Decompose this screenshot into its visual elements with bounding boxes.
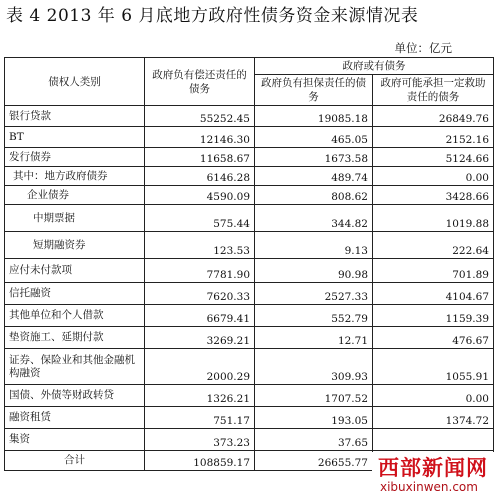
table-row bbox=[5, 429, 494, 451]
cell-guarantee: 465.05 bbox=[255, 127, 373, 148]
cell-rescue: 701.89 bbox=[373, 259, 494, 283]
cell-repay: 2000.29 bbox=[145, 349, 255, 385]
header-guarantee: 政府负有担保责任的债务 bbox=[255, 75, 373, 106]
cell-repay: 373.23 bbox=[145, 429, 255, 451]
cell-guarantee: 1707.52 bbox=[255, 385, 373, 407]
cell-repay: 7781.90 bbox=[145, 259, 255, 283]
cell-repay: 123.53 bbox=[145, 232, 255, 259]
cell-guarantee: 344.82 bbox=[255, 205, 373, 232]
cell-rescue: 1374.72 bbox=[373, 407, 494, 429]
watermark-url: xibuxinwen.com bbox=[380, 480, 478, 494]
cell-repay: 11658.67 bbox=[145, 148, 255, 167]
table-row bbox=[5, 106, 494, 127]
cell-guarantee: 2527.33 bbox=[255, 283, 373, 305]
watermark-logo-text: 西部新闻网 bbox=[378, 456, 488, 480]
row-label: 发行债券 bbox=[5, 148, 145, 167]
cell-repay: 1326.21 bbox=[145, 385, 255, 407]
cell-guarantee: 26655.77 bbox=[255, 451, 373, 471]
cell-rescue: 1055.91 bbox=[373, 349, 494, 385]
cell-rescue: 222.64 bbox=[373, 232, 494, 259]
cell-repay: 12146.30 bbox=[145, 127, 255, 148]
cell-guarantee: 489.74 bbox=[255, 167, 373, 186]
cell-rescue: 3428.66 bbox=[373, 186, 494, 205]
row-label: BT bbox=[5, 127, 145, 148]
row-label: 融资租赁 bbox=[5, 407, 145, 429]
cell-repay: 108859.17 bbox=[145, 451, 255, 471]
table-row bbox=[5, 283, 494, 305]
cell-rescue: 4104.67 bbox=[373, 283, 494, 305]
debt-source-table bbox=[4, 57, 494, 471]
row-label: 集资 bbox=[5, 429, 145, 451]
cell-repay: 575.44 bbox=[145, 205, 255, 232]
row-label: 垫资施工、延期付款 bbox=[5, 327, 145, 349]
cell-rescue: 26849.76 bbox=[373, 106, 494, 127]
row-label: 银行贷款 bbox=[5, 106, 145, 127]
cell-guarantee: 808.62 bbox=[255, 186, 373, 205]
table-row bbox=[5, 186, 494, 205]
row-label: 应付未付款项 bbox=[5, 259, 145, 283]
cell-rescue: 5124.66 bbox=[373, 148, 494, 167]
table-row bbox=[5, 205, 494, 232]
row-label: 企业债券 bbox=[5, 186, 145, 205]
header-rescue: 政府可能承担一定救助责任的债务 bbox=[373, 75, 494, 106]
cell-guarantee: 552.79 bbox=[255, 305, 373, 327]
row-label: 其他单位和个人借款 bbox=[5, 305, 145, 327]
cell-repay: 751.17 bbox=[145, 407, 255, 429]
cell-repay: 3269.21 bbox=[145, 327, 255, 349]
table-row bbox=[5, 167, 494, 186]
table-row bbox=[5, 259, 494, 283]
cell-guarantee: 19085.18 bbox=[255, 106, 373, 127]
cell-guarantee: 12.71 bbox=[255, 327, 373, 349]
header-contingent: 政府或有债务 bbox=[255, 58, 494, 75]
table-row bbox=[5, 407, 494, 429]
row-label: 短期融资券 bbox=[5, 232, 145, 259]
cell-repay: 4590.09 bbox=[145, 186, 255, 205]
row-label: 信托融资 bbox=[5, 283, 145, 305]
header-creditor: 债权人类别 bbox=[5, 58, 145, 106]
row-label: 国债、外债等财政转贷 bbox=[5, 385, 145, 407]
header-repay: 政府负有偿还责任的债务 bbox=[145, 58, 255, 106]
table-row bbox=[5, 127, 494, 148]
row-label: 其中：地方政府债券 bbox=[5, 167, 145, 186]
cell-repay: 6679.41 bbox=[145, 305, 255, 327]
cell-repay: 6146.28 bbox=[145, 167, 255, 186]
table-row bbox=[5, 305, 494, 327]
cell-rescue: 1019.88 bbox=[373, 205, 494, 232]
row-label: 中期票据 bbox=[5, 205, 145, 232]
cell-rescue: 0.00 bbox=[373, 167, 494, 186]
cell-guarantee: 1673.58 bbox=[255, 148, 373, 167]
cell-rescue: 0.00 bbox=[373, 385, 494, 407]
cell-repay: 55252.45 bbox=[145, 106, 255, 127]
cell-guarantee: 90.98 bbox=[255, 259, 373, 283]
table-row bbox=[5, 385, 494, 407]
table-row bbox=[5, 148, 494, 167]
cell-repay: 7620.33 bbox=[145, 283, 255, 305]
cell-rescue: 2152.16 bbox=[373, 127, 494, 148]
cell-rescue: 1159.39 bbox=[373, 305, 494, 327]
cell-guarantee: 9.13 bbox=[255, 232, 373, 259]
cell-guarantee: 193.05 bbox=[255, 407, 373, 429]
cell-rescue bbox=[373, 429, 494, 451]
cell-guarantee: 309.93 bbox=[255, 349, 373, 385]
cell-rescue: 476.67 bbox=[373, 327, 494, 349]
watermark bbox=[372, 452, 494, 500]
table-row bbox=[5, 349, 494, 385]
cell-guarantee: 37.65 bbox=[255, 429, 373, 451]
table-row bbox=[5, 327, 494, 349]
unit-label: 单位：亿元 bbox=[394, 41, 452, 55]
table-title: 表 4 2013 年 6 月底地方政府性债务资金来源情况表 bbox=[6, 6, 419, 26]
row-label: 证券、保险业和其他金融机构融资 bbox=[5, 349, 145, 385]
table-row bbox=[5, 232, 494, 259]
row-label: 合计 bbox=[5, 451, 145, 471]
